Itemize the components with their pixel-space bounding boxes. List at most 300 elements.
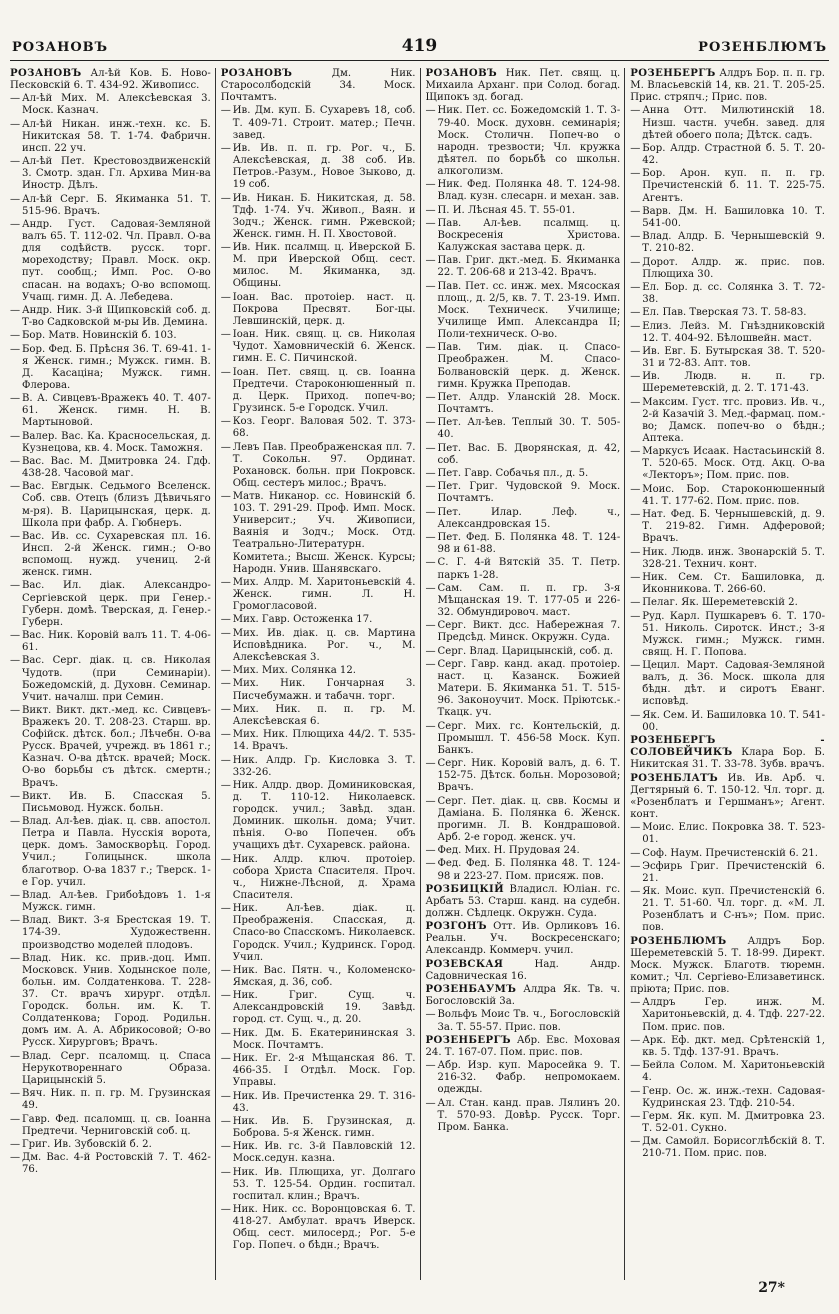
entry-dash: — — [220, 729, 231, 741]
entry-text: Серг. Викт. дсс. Набережная 7. Предсѣд. Минск. Окружн. Суда. — [437, 620, 621, 644]
entry-dash: — — [425, 506, 436, 518]
directory-entry — [630, 484, 825, 508]
directory-entry — [426, 392, 621, 416]
entry-text: Влад. Викт. 3-я Брестская 19. Т. 174-39. Художественн. производство моделей плодовъ. — [22, 915, 211, 951]
entry-dash: — — [220, 105, 231, 117]
directory-entry — [426, 620, 621, 644]
entry-text: Алдра Як. Тв. ч. Богословскій 3а. — [425, 984, 621, 1008]
directory-entry — [221, 442, 416, 490]
entry-dash: — — [630, 822, 641, 834]
entry-text: Влад. Алдр. Б. Чернышевскій 9. Т. 210-82. — [642, 231, 825, 255]
entry-dash: — — [425, 532, 436, 544]
entry-text: Цецил. Март. Садовая-Земляной валъ, д. 36. Моск. школа для бѣдн. дѣт. и сиротъ Еванг. исповѣд. — [642, 660, 825, 708]
entry-text: Алдръ Бор. п. п. гр. М. Власьевскій 14, кв. 21. Т. 205-25. Прис. стряпч.; Прис. пов. — [630, 68, 825, 104]
directory-entry — [10, 194, 211, 218]
directory-entry — [221, 416, 416, 440]
entry-dash: — — [630, 1085, 641, 1097]
entry-text: Ал-ѣй Мих. М. Алексѣевская 3. Моск. Казнач. — [22, 93, 211, 117]
entry-text: Ел. Бор. д. сс. Солянка 3. Т. 72-38. — [642, 281, 825, 305]
entry-dash: — — [10, 1138, 21, 1150]
entry-text: Ник. Григ. Сущ. ч. Александровскій 19. Завѣд. город. ст. Сущ. ч., д. 20. — [232, 990, 416, 1026]
directory-entry — [630, 848, 825, 860]
entry-text: Ник. Алдр. Гр. Кисловка 3. Т. 332-26. — [232, 754, 416, 778]
entry-dash: — — [10, 343, 21, 355]
entry-dash: — — [220, 1166, 231, 1178]
entry-text: Пет. Илар. Леф. ч., Александровская 15. — [437, 506, 621, 530]
entry-dash: — — [425, 217, 436, 229]
entry-dash: — — [630, 997, 641, 1009]
entry-text: Викт. Викт. дкт.-мед. кс. Сивцевъ-Вражекъ 20. Т. 208-23. Старш. вр. Софійск. дѣтск. бол.; Лѣчебн. О-ва Русск. Врачей, учрежд. въ 1861 г.; Казнач. О-ва дѣтск. врачей; Моск. О-во борьбы съ дѣтск. смертн.; Врачъ. — [22, 704, 211, 789]
directory-entry — [10, 344, 211, 392]
directory-entry — [221, 614, 416, 626]
directory-entry — [630, 1111, 825, 1135]
entry-dash: — — [630, 1060, 641, 1072]
entry-text: Руд. Карл. Пушкаревъ 6. Т. 170-51. Николь. Сиротск. Инст.; 3-я Мужск. гимн.; Мужск. гимн. свящ. Н. Г. Попова. — [642, 610, 825, 658]
entry-dash: — — [425, 280, 436, 292]
entry-text: Серг. Пет. діак. ц. свв. Космы и Даміана. Б. Полянка 6. Женск. прогимн. Л. В. Кондрашовой. Арб. 2-е город. женск. уч. — [437, 795, 621, 843]
directory-entry — [221, 990, 416, 1026]
entry-text: Фед. Мих. Н. Прудовая 24. — [437, 845, 580, 857]
entry-text: Ник. Ив. Пречистенка 29. Т. 316-43. — [232, 1090, 416, 1114]
entry-dash: — — [425, 1009, 436, 1021]
entry-text: Ник. Алдр. двор. Доминиковская, д. Т. 110-12. Николаевск. городск. учил.; Завѣд. здан. Доминик. школьн. дома; Учит. пѣнія. О-во Попечен. объ учащихъ дѣт. Сухаревск. района. — [232, 779, 416, 852]
entry-text: Бор. Алдр. Страстной б. 5. Т. 20-42. — [642, 142, 825, 167]
directory-entry — [630, 822, 825, 846]
directory-entry — [426, 281, 621, 341]
entry-text: Ник. Дм. Б. Екатерининская 3. Моск. Почтамтъ. — [232, 1027, 416, 1051]
entry-text: Бейла Солом. М. Харитоньевскій 4. — [642, 1060, 825, 1084]
entry-dash: — — [425, 845, 436, 857]
directory-entry — [221, 1141, 416, 1165]
entry-text: Маркусъ Исаак. Настасьинскій 8. Т. 520-65. Моск. Отд. Акц. О-ва «Лекторъ»; Пом. прис. пов. — [642, 446, 825, 482]
entry-text: Бор. Арон. куп. п. п. гр. Пречистенскій б. 11. Т. 225-75. Агентъ. — [642, 168, 825, 204]
entry-dash: — — [10, 393, 21, 405]
directory-entry — [221, 242, 416, 290]
directory-entry — [10, 393, 211, 429]
directory-entry — [426, 532, 621, 556]
directory-entry — [630, 611, 825, 659]
entry-dash: — — [630, 660, 641, 672]
directory-entry — [221, 965, 416, 989]
directory-entry — [221, 780, 416, 853]
entry-dash: — — [220, 1090, 231, 1102]
entry-text: Мих. Мих. Солянка 12. — [232, 665, 356, 677]
entry-text: Ал-ѣй Никан. инж.-техн. кс. Б. Никитская 58. Т. 1-74. Фабричн. инсп. 22 уч. — [22, 118, 211, 154]
entry-text: Ел. Пав. Тверская 73. Т. 58-83. — [642, 307, 807, 319]
entry-text: Як. Сем. И. Башиловка 10. Т. 541-00. — [642, 709, 825, 733]
entry-text: Викт. Ив. Б. Спасская 5. Письмовод. Нужск. больн. — [22, 790, 211, 814]
entry-text: Клара Бор. Б. Никитская 31. Т. 33-78. Зубв. врачъ. — [630, 747, 825, 771]
entry-text: Як. Моис. куп. Пречистенскій 6. 21. Т. 51-60. Чл. торг. д. «М. Л. Розенблатъ и С-нъ»; Пом. прис. пов. — [642, 886, 825, 934]
entry-text: Пет. Григ. Чудовской 9. Моск. Почтамтъ. — [437, 481, 621, 505]
directory-entry — [426, 468, 621, 480]
entry-text: Влад. Ал-ѣев. діак. ц. свв. апостол. Петра и Павла. Нусскія ворота, церк. домъ. Замоскворѣц. Город. Учил.; Голицынск. школа благотвор. О-ва 1837 г.; Тверск. 1-е Гор. учил. — [22, 816, 211, 888]
directory-entry — [10, 655, 211, 703]
column-2 — [215, 68, 420, 1280]
directory-entry — [630, 105, 825, 141]
entry-text: Мих. Алдр. М. Харитоньевскій 4. Женск. гимн. Л. Н. Громогласовой. — [232, 576, 416, 613]
directory-entry — [630, 143, 825, 167]
directory-entry — [221, 755, 416, 779]
directory-entry — [10, 93, 211, 117]
entry-dash: — — [220, 853, 231, 865]
entry-text: Дм. Самойл. Борисоглѣбскій 8. Т. 210-71. Пом. прис. пов. — [642, 1136, 825, 1160]
entry-dash: — — [425, 795, 436, 807]
directory-entry — [221, 367, 416, 415]
entry-dash: — — [425, 105, 436, 117]
entry-text: Пелаг. Як. Шереметевскій 2. — [642, 597, 798, 609]
entry-dash: — — [10, 889, 21, 901]
entry-dash: — — [220, 192, 231, 204]
entry-text: Пет. Алдр. Уланскій 28. Моск. Почтамтъ. — [437, 391, 621, 416]
entry-text: Абр. Евс. Моховая 24. Т. 167-07. Пом. прис. пов. — [425, 1034, 621, 1058]
entry-dash: — — [10, 93, 21, 105]
entry-dash: — — [630, 371, 641, 383]
entry-dash: — — [10, 118, 21, 130]
entry-dash: — — [425, 645, 436, 657]
directory-entry — [630, 307, 825, 319]
directory-entry — [221, 68, 416, 104]
directory-entry — [426, 557, 621, 581]
entry-text: Соф. Наум. Пречистенскій 6. 21. — [642, 847, 818, 859]
entry-dash: — — [220, 441, 231, 453]
directory-entry — [426, 1098, 621, 1134]
directory-entry — [10, 119, 211, 155]
directory-entry — [10, 1051, 211, 1087]
entry-text: Ник. Ег. 2-я Мѣщанская 86. Т. 466-35. I Отдѣл. Моск. Гор. Управы. — [232, 1053, 416, 1089]
entry-dash: — — [10, 1152, 21, 1164]
surname-headword: РОЗЕНБЕРГЪ — [425, 1034, 511, 1046]
directory-entry — [630, 886, 825, 934]
entry-text: В. А. Сивцевъ-Вражекъ 40. Т. 407-61. Женск. гимн. Н. В. Мартыновой. — [22, 393, 211, 429]
directory-entry — [426, 443, 621, 467]
directory-columns — [10, 68, 829, 1280]
entry-text: Григ. Ив. Зубовскій б. 2. — [22, 1138, 152, 1150]
entry-text: Ник. Вас. Пятн. ч., Коломенско-Ямская, д. 36, соб. — [232, 964, 416, 988]
directory-entry — [221, 854, 416, 902]
entry-dash: — — [10, 952, 21, 964]
directory-entry — [426, 583, 621, 619]
directory-entry — [221, 729, 416, 753]
entry-text: Ник. Пет. сс. Божедомскій 1. Т. 3-79-40. Моск. духовн. семинарія; Моск. Столичн. Попеч-во о народн. трезвости; Чл. кружка дѣятел. по борьбѣ со школьн. алкоголизм. — [437, 105, 621, 177]
entry-text: Матв. Никанор. сс. Новинскій б. 103. Т. 291-29. Проф. Имп. Моск. Университ.; Уч. Живописи, Ваянія и Зодч.; Моск. Отд. Театрально-Литературн. Комитета.; Высш. Женск. Курсы; Народн. Унив. Шанявскаго. — [232, 491, 416, 575]
entry-text: Мих. Ник. п. п. гр. М. Алексѣевская 6. — [232, 703, 416, 727]
entry-text: С. Г. 4-й Вятскій 35. Т. Петр. паркъ 1-28. — [437, 557, 621, 581]
column-1 — [10, 68, 215, 1280]
entry-dash: — — [630, 231, 641, 243]
entry-dash: — — [630, 307, 641, 319]
entry-text: Ал-ѣй Пет. Крестовоздвиженскій 3. Смотр. здан. Гл. Архива Мин-ва Иностр. Дѣлъ. — [22, 156, 211, 192]
directory-entry — [630, 168, 825, 204]
entry-dash: — — [220, 990, 231, 1002]
directory-entry — [630, 68, 825, 104]
directory-entry — [630, 936, 825, 996]
entry-text: Ник. Сем. Ст. Башиловка, д. Иконникова. Т. 266-60. — [642, 571, 825, 596]
directory-entry — [10, 816, 211, 889]
entry-dash: — — [10, 655, 21, 667]
directory-entry — [426, 721, 621, 757]
directory-entry — [426, 255, 621, 279]
entry-text: Серг. Гавр. канд. акад. протоіер. наст. ц. Казанск. Божией Матери. Б. Якиманка 51. Т. 515-96. Законоучит. Моск. Пріютськ.-Ткацк. уч. — [437, 658, 621, 719]
entry-dash: — — [630, 546, 641, 558]
directory-entry — [426, 342, 621, 390]
directory-entry — [426, 417, 621, 441]
directory-entry — [426, 845, 621, 857]
directory-entry — [630, 547, 825, 571]
entry-dash: — — [10, 816, 21, 828]
directory-entry — [221, 1116, 416, 1140]
entry-dash: — — [220, 779, 231, 791]
entry-dash: — — [425, 417, 436, 429]
directory-entry — [10, 156, 211, 192]
surname-headword: РОЗЕНБАУМЪ — [425, 984, 517, 996]
entry-dash: — — [10, 455, 21, 467]
entry-dash: — — [10, 156, 21, 168]
entry-dash: — — [10, 481, 21, 493]
entry-dash: — — [425, 481, 436, 493]
directory-entry — [221, 1204, 416, 1252]
entry-dash: — — [10, 580, 21, 592]
entry-text: Дорот. Алдр. ж. прис. пов. Плющиха 30. — [642, 256, 825, 280]
entry-dash: — — [630, 345, 641, 357]
entry-text: Ив. Ив. Арб. ч. Дегтярный 6. Т. 150-12. Чл. торг. д. «Розенблатъ и Гершманъ»; Агент. конт. — [630, 772, 825, 820]
entry-text: Андр. Густ. Садовая-Земляной валъ 65. Т. 112-02. Чл. Правл. О-ва для содѣйств. русск. торг. мореходству; Правл. Моск. окр. пут. сообщ.; Имп. Рос. О-во спасан. на водахъ; О-во вспомощ. Учащ. гимн. Д. А. Лебедева. — [22, 219, 211, 303]
directory-entry — [630, 1136, 825, 1160]
entry-text: Вас. Вас. М. Дмитровка 24. Гдф. 438-28. Часовой маг. — [22, 455, 211, 480]
entry-text: Вяч. Ник. п. п. гр. М. Грузинская 49. — [22, 1088, 211, 1112]
directory-entry — [630, 257, 825, 281]
entry-text: Фед. Фед. Б. Полянка 48. Т. 124-98 и 223-27. Пом. присяж. пов. — [437, 858, 621, 882]
entry-text: Ал-ѣй Серг. Б. Якиманка 51. Т. 515-96. Врачъ. — [22, 193, 211, 217]
entry-text: Над. Андр. Садовническая 16. — [425, 958, 621, 982]
directory-entry — [426, 884, 621, 920]
entry-dash: — — [10, 630, 21, 642]
column-3 — [420, 68, 625, 1280]
entry-dash: — — [630, 396, 641, 408]
entry-dash: — — [10, 304, 21, 316]
entry-text: Алдръ Гер. инж. М. Харитоньевскій, д. 4. Тдф. 227-22. Пом. прис. пов. — [642, 997, 825, 1033]
directory-entry — [630, 660, 825, 708]
printer-signature: 27* — [758, 1280, 785, 1296]
entry-text: Владисл. Юліан. гс. Арбатъ 53. Старш. канд. на судебн. должн. Сѣдлецк. Окружн. Суда. — [425, 883, 621, 919]
directory-entry — [630, 397, 825, 445]
entry-dash: — — [220, 1204, 231, 1216]
directory-entry — [630, 1086, 825, 1110]
directory-entry — [630, 371, 825, 395]
directory-entry — [426, 959, 621, 983]
entry-text: Дм. Ник. Старосолбодскій 34. Моск. Почтамтъ. — [220, 68, 416, 104]
entry-text: Серг. Мих. гс. Контельскій, д. Промышл. Т. 456-58 Моск. Куп. Банкъ. — [437, 720, 621, 756]
directory-entry — [630, 321, 825, 345]
entry-text: Елиз. Лейз. М. Гнѣздниковскій 12. Т. 404-92. Бѣлошвейн. маст. — [642, 320, 825, 344]
entry-text: Бор. Матв. Новинскій б. 103. — [22, 330, 177, 342]
directory-entry — [630, 231, 825, 255]
directory-entry — [630, 446, 825, 482]
entry-dash: — — [10, 430, 21, 442]
directory-entry — [221, 1091, 416, 1115]
entry-dash: — — [630, 142, 641, 154]
entry-text: Арк. Еф. дкт. мед. Срѣтенскій 1, кв. 5. Тдф. 137-91. Врачъ. — [642, 1034, 825, 1058]
entry-dash: — — [630, 483, 641, 495]
entry-dash: — — [220, 416, 231, 428]
directory-entry — [221, 491, 416, 576]
directory-entry — [426, 1009, 621, 1033]
entry-text: Ник. Людв. инж. Звонарскій 5. Т. 328-21. Технич. конт. — [642, 546, 825, 570]
entry-text: Влад. Ал-ѣев. Грибоѣдовъ 1. 1-я Мужск. гимн. — [22, 889, 211, 914]
entry-dash: — — [425, 391, 436, 403]
entry-dash: — — [10, 704, 21, 716]
entry-text: Ник. Пет. свящ. ц. Михаила Арханг. при Солод. богад. Щипокъ зд. богад. — [425, 68, 621, 104]
entry-dash: — — [220, 903, 231, 915]
surname-headword: РОЗАНОВЪ — [10, 68, 82, 79]
entry-text: Іоан. Вас. протоіер. наст. ц. Покрова Пресвят. Бог-цы. Левшинскій, церк. д. — [232, 291, 416, 327]
entry-dash: — — [425, 342, 436, 354]
entry-text: Эсфирь Григ. Пречистенскій 6. 21. — [642, 860, 825, 884]
directory-entry — [630, 597, 825, 609]
entry-dash: — — [220, 1115, 231, 1127]
directory-entry — [10, 456, 211, 480]
entry-text: Ник. Алдр. ключ. протоіер. собора Христа Спасителя. Проч. ч., Нижне-Лѣсной, д. Храма Спасителя. — [232, 853, 416, 901]
entry-text: Ал-ѣй Ков. Б. Ново-Песковскій 6. Т. 434-92. Живописс. — [10, 68, 211, 92]
entry-text: Андр. Ник. 3-й Щипковскій соб. д. Т-во Садковской м-ры Ив. Демина. — [22, 304, 211, 328]
entry-text: Ив. Евг. Б. Бутырская 38. Т. 520-31 и 72-83. Апт. тов. — [642, 345, 825, 370]
entry-text: Мих. Ник. Гончарная 3. Писчебумажн. и табачн. торг. — [232, 678, 416, 702]
surname-headword: РОЗЕНБЛАТЪ — [630, 772, 719, 784]
entry-text: Серг. Влад. Царицынскій, соб. д. — [437, 645, 614, 657]
entry-text: Пав. Тим. діак. ц. Спасо-Преображен. М. Спасо-Болвановскій церк. д. Женск. гимн. Кружка Преподав. — [437, 342, 621, 390]
entry-text: Максим. Густ. тгс. провиз. Ив. ч., 2-й Казачій 3. Мед.-фармац. пом.-во; Дамск. попеч-во о бѣдн.; Аптека. — [642, 396, 825, 444]
entry-dash: — — [220, 614, 231, 626]
entry-text: Ив. Ив. п. п. гр. Рог. ч., Б. Алексѣевская, д. 38 соб. Ив. Петров.-Разум., Новое Зыково, д. 19 соб. — [232, 142, 416, 191]
header-rule — [10, 60, 829, 61]
entry-text: Ник. Ал-ѣев. діак. ц. Преображенія. Спасская, д. Спасо-во Спасскомъ. Николаевск. Городск. Учил.; Кудринск. Город. Учил. — [232, 903, 416, 963]
entry-dash: — — [425, 442, 436, 454]
entry-text: Варв. Дм. Н. Башиловка 10. Т. 541-00. — [642, 205, 825, 229]
directory-entry — [630, 1035, 825, 1059]
entry-text: Пав. Пет. сс. инж. мех. Мясоская площ., д. 2/5, кв. 7. Т. 23-19. Имп. Моск. Техническ. Училище; Училище Имп. Александра II; Поли-техническ. О-во. — [437, 280, 621, 341]
entry-dash: — — [10, 1088, 21, 1100]
directory-entry — [221, 193, 416, 241]
directory-entry — [630, 206, 825, 230]
entry-text: Ив. Людв. н. п. гр. Шереметевскій, д. 2. Т. 171-43. — [642, 371, 825, 395]
directory-entry — [630, 1060, 825, 1084]
entry-text: Нат. Фед. Б. Чернышевскій, д. 9. Т. 219-82. Гимн. Адферовой; Врачъ. — [642, 509, 825, 545]
entry-dash: — — [425, 758, 436, 770]
entry-dash: — — [630, 205, 641, 217]
entry-dash: — — [425, 1060, 436, 1072]
entry-text: Моис. Елис. Покровка 38. Т. 523-01. — [642, 822, 825, 846]
surname-headword: РОЗЕНБЛЮМЪ — [630, 935, 727, 947]
entry-text: Пав. Григ. дкт.-мед. Б. Якиманка 22. Т. 206-68 и 213-42. Врачъ. — [437, 255, 621, 279]
entry-dash: — — [630, 281, 641, 293]
entry-text: Мих. Гавр. Остоженка 17. — [232, 614, 373, 626]
column-4 — [624, 68, 829, 1280]
entry-dash: — — [425, 204, 436, 216]
entry-dash: — — [425, 658, 436, 670]
entry-text: Іоан. Пет. свящ. ц. св. Іоанна Предтечи. Староконюшенный п. д. Церк. Приход. попеч-во; Грузинск. 5-е Городск. Учил. — [232, 366, 416, 414]
directory-entry — [221, 143, 416, 191]
directory-entry — [426, 758, 621, 794]
directory-entry — [426, 659, 621, 719]
entry-dash: — — [10, 530, 21, 542]
entry-dash: — — [220, 1053, 231, 1065]
directory-entry — [10, 1139, 211, 1151]
entry-text: Коз. Георг. Валовая 502. Т. 373-68. — [232, 416, 416, 440]
entry-text: Серг. Ник. Коровій валъ, д. 6. Т. 152-75. Дѣтск. больн. Морозовой; Врачъ. — [437, 758, 621, 794]
entry-text: Влад. Серг. псаломщ. ц. Спаса Нерукотвореннаго Образа. Царицынскій 5. — [22, 1050, 211, 1086]
entry-text: Мих. Ник. Плющиха 44/2. Т. 535-14. Врачъ. — [232, 729, 416, 753]
directory-entry — [221, 1028, 416, 1052]
directory-entry — [10, 305, 211, 329]
entry-text: Генр. Ос. ж. инж.-техн. Садовая-Кудринская 23. Тдф. 210-54. — [642, 1085, 825, 1109]
entry-text: Ив. Дм. куп. Б. Сухаревъ 18, соб. Т. 409-71. Строит. матер.; Печн. завед. — [232, 105, 416, 141]
directory-entry — [630, 997, 825, 1033]
directory-entry — [221, 665, 416, 677]
entry-dash: — — [425, 255, 436, 267]
directory-entry — [10, 219, 211, 304]
entry-text: Ник. Фед. Полянка 48. Т. 124-98. Влад. кузн. слесарн. и механ. зав. — [437, 179, 621, 203]
entry-text: Ник. Ив. гс. 3-й Павловскій 12. Моск.седун. казна. — [232, 1141, 416, 1165]
directory-entry — [10, 330, 211, 342]
surname-headword: РОЗГОНЪ — [425, 921, 487, 933]
entry-dash: — — [10, 1050, 21, 1062]
surname-headword: РОЗАНОВЪ — [425, 68, 498, 79]
entry-text: Ив. Ник. псалмщ. ц. Иверской Б. М. при Иверской Общ. сест. милос. М. Якиманка, зд. Общины. — [232, 242, 416, 290]
entry-text: Алдръ Бор. Шереметевскій 5. Т. 18-99. Директ. Моск. Мужск. Благотв. тюремн. комит.; Чл. Сергіево-Елизаветинск. пріюта; Прис. пов. — [630, 935, 825, 996]
directory-entry — [221, 577, 416, 613]
directory-entry — [10, 68, 211, 92]
directory-entry — [426, 481, 621, 505]
directory-entry — [10, 630, 211, 654]
entry-dash: — — [220, 754, 231, 766]
entry-text: Анна Отт. Милютинскій 18. Низш. частн. учебн. завед. для дѣтей обоего пола; Дѣтск. садъ. — [642, 105, 825, 141]
entry-dash: — — [425, 858, 436, 870]
entry-dash: — — [425, 468, 436, 480]
directory-entry — [10, 1152, 211, 1176]
directory-entry — [221, 1053, 416, 1089]
directory-entry — [426, 68, 621, 104]
entry-dash: — — [630, 571, 641, 583]
directory-entry — [426, 179, 621, 203]
entry-text: Абр. Изр. куп. Маросейка 9. Т. 216-32. Фабр. непромокаем. одежды. — [437, 1060, 621, 1096]
surname-headword: РОЗАНОВЪ — [220, 68, 293, 79]
directory-entry — [426, 205, 621, 217]
directory-entry — [221, 329, 416, 365]
entry-dash: — — [630, 320, 641, 332]
entry-dash: — — [630, 1110, 641, 1122]
entry-dash: — — [220, 964, 231, 976]
entry-text: Вас. Ив. сс. Сухаревская пл. 16. Инсп. 2-й Женск. гимн.; О-во вспомощ. нужд. учениц. 2-й женск. гимн. — [22, 530, 211, 579]
entry-dash: — — [220, 491, 231, 503]
entry-dash: — — [425, 720, 436, 732]
directory-entry — [10, 890, 211, 914]
entry-text: Гавр. Фед. псаломщ. ц. св. Іоанна Предтечи. Черниговскій соб. ц. — [22, 1113, 211, 1137]
entry-dash: — — [220, 703, 231, 715]
entry-text: Моис. Бор. Староконюшенный 41. Т. 177-62. Пом. прис. пов. — [642, 483, 825, 507]
directory-entry — [630, 773, 825, 821]
entry-text: Сам. Сам. п. п. гр. 3-я Мѣщанская 19. Т. 177-05 и 226-32. Обмундировоч. маст. — [437, 582, 621, 619]
entry-text: Герм. Як. куп. М. Дмитровка 23. Т. 52-01. Сукно. — [642, 1110, 825, 1135]
entry-text: Пет. Вас. Б. Дворянская, д. 42, соб. — [437, 442, 621, 466]
directory-entry — [426, 921, 621, 957]
entry-dash: — — [10, 193, 21, 205]
surname-headword: РОЗЕВСКАЯ — [425, 958, 504, 970]
entry-text: Левъ Пав. Преображенская пл. 7. Т. Сокольн. 97. Ординат. Рохановск. больн. при Покровск. Общ. сестеръ милос.; Врачъ. — [232, 441, 416, 489]
entry-dash: — — [10, 790, 21, 802]
entry-dash: — — [425, 620, 436, 632]
entry-dash: — — [10, 1113, 21, 1125]
entry-dash: — — [630, 168, 641, 180]
